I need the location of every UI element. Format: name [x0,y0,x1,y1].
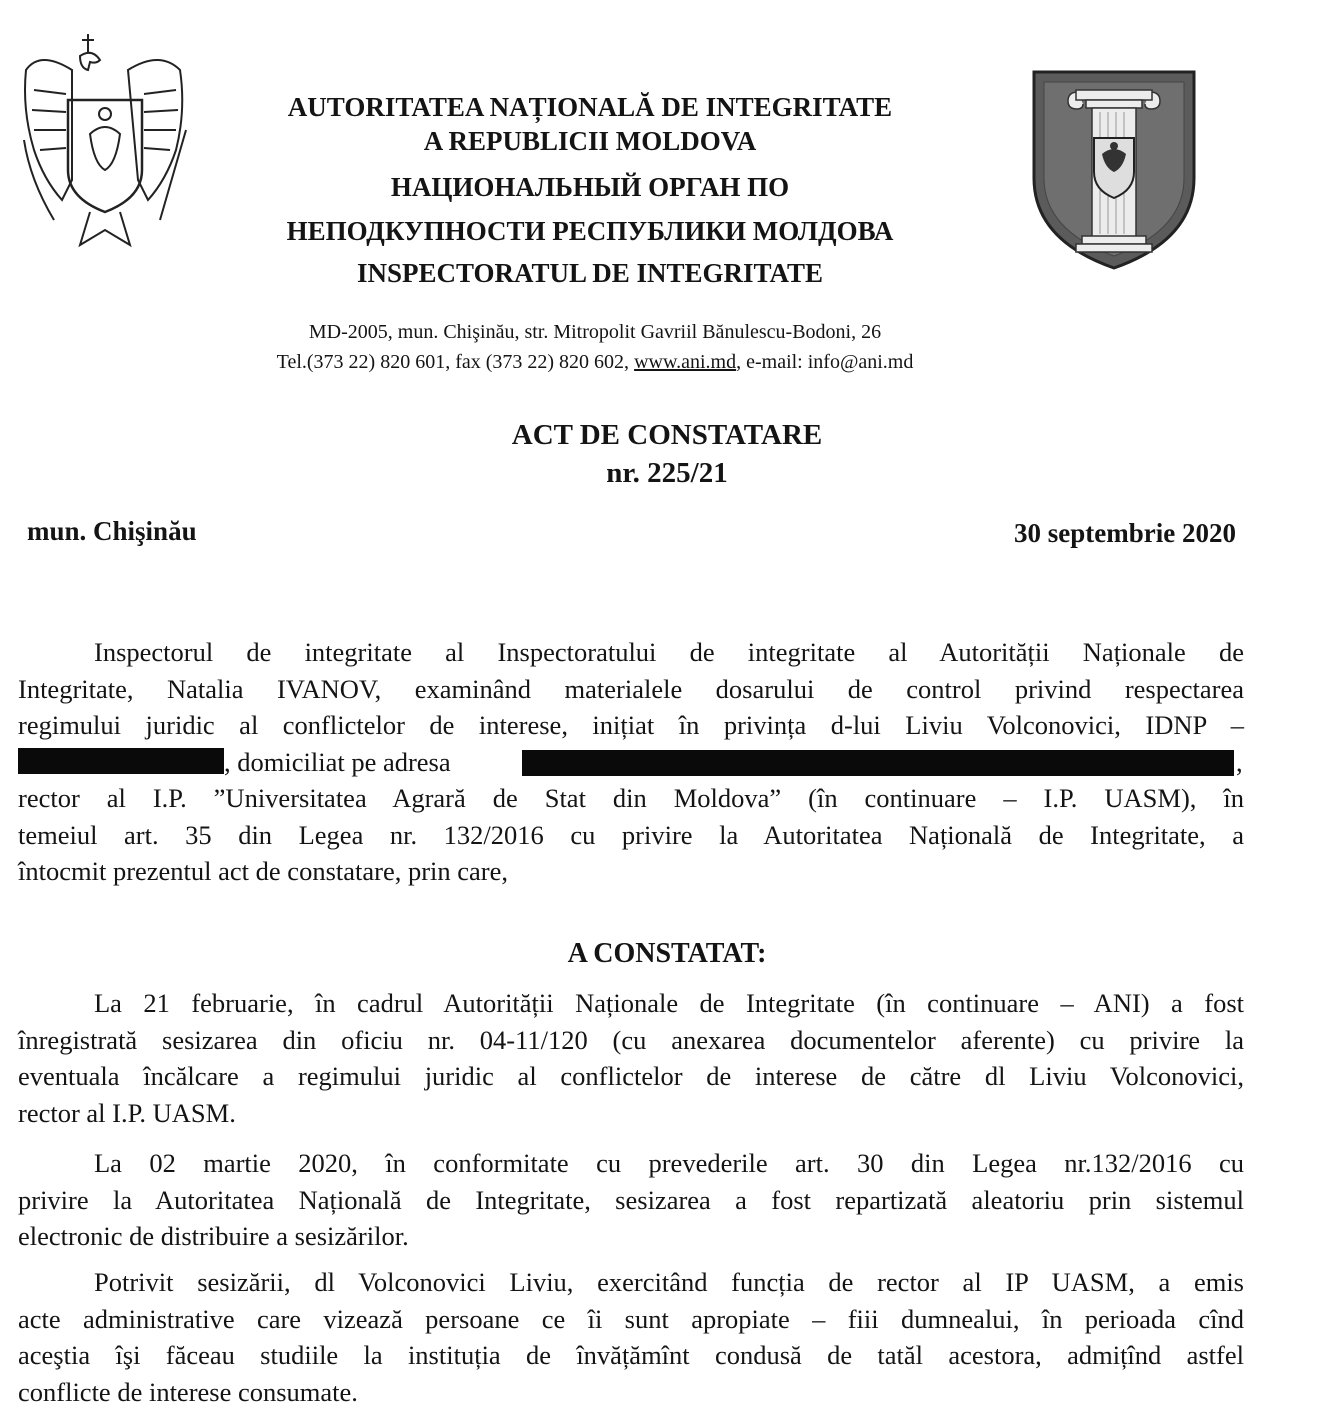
inspectorate-name: INSPECTORATUL DE INTEGRITATE [356,258,824,288]
text-line: Potrivit sesizării, dl Volconovici Liviu, exercitând funcția de rector al IP UASM, a emis [94,1267,1244,1297]
text-line: rector al I.P. UASM. [18,1097,236,1128]
text-line: La 21 februarie, în cadrul Autorității Naționale de Integritate (în continuare – ANI) a fost [94,988,1244,1018]
redacted-address [522,750,1234,776]
contact-line [160,350,1030,374]
act-number: nr. 225/21 [606,457,728,489]
section-heading: A CONSTATAT: [567,938,767,969]
text-line-redacted [18,744,1244,781]
act-title: ACT DE CONSTATARE [511,419,823,451]
text-line: Inspectorul de integritate al Inspectoratului de integritate al Autorității Naționale de [94,637,1244,667]
paragraph-1 [18,985,1244,1131]
address-comma: , [1236,746,1243,777]
text-line: temeiul art. 35 din Legea nr. 132/2016 cu privire la Autoritatea Națională de Integritate, a [18,819,1244,850]
text-line: La 02 martie 2020, în conformitate cu prevederile art. 30 din Legea nr.132/2016 cu [94,1148,1244,1178]
address-label: , domiciliat pe adresa [224,746,451,777]
text-line: Integritate, Natalia IVANOV, examinând materialele dosarului de control privind respectarea [18,673,1244,704]
text-line: aceştia îşi făceau studiile la instituția de învățămînt condusă de tatăl acestora, admițînd astfel [18,1340,1244,1370]
institution-name-ro: AUTORITATEA NAȚIONALĂ DE INTEGRITATE [287,92,893,122]
paragraph-3 [18,1264,1244,1410]
text-line: înregistrată sesizarea din oficiu nr. 04-11/120 (cu anexarea documentelor aferente) cu privire la [18,1024,1244,1055]
redacted-idnp [18,748,224,774]
institution-name-ru-2: НЕПОДКУПНОСТИ РЕСПУБЛИКИ МОЛДОВА [286,216,894,246]
act-date: 30 septembrie 2020 [1014,518,1236,548]
intro-paragraph [18,634,1244,890]
moldova-coat-of-arms-icon [10,30,200,250]
postal-address: MD-2005, mun. Chişinău, str. Mitropolit Gavriil Bănulescu-Bodoni, 26 [308,321,882,343]
email-text: , e-mail: info@ani.md [736,351,914,373]
phone-fax: Tel.(373 22) 820 601, fax (373 22) 820 602, [276,351,635,373]
website-link[interactable]: www.ani.md [634,351,737,373]
text-line: regimului juridic al conflictelor de interese, inițiat în privința d-lui Liviu Volconovici, IDNP – [18,710,1244,740]
text-line: întocmit prezentul act de constatare, prin care, [18,856,509,886]
text-line: rector al I.P. ”Universitatea Agrară de Stat din Moldova” (în continuare – I.P. UASM), în [18,783,1244,813]
text-line: privire la Autoritatea Națională de Integritate, sesizarea a fost repartizată aleatoriu prin sistemul [18,1184,1244,1215]
institution-name-ru-1: НАЦИОНАЛЬНЫЙ ОРГАН ПО [390,172,790,202]
text-line: acte administrative care vizează persoane ce îi sunt apropiate – fiii dumnealui, în perioada cînd [18,1303,1244,1334]
text-line: electronic de distribuire a sesizărilor. [18,1221,409,1251]
institution-country-ro: A REPUBLICII MOLDOVA [423,126,757,156]
text-line: conflicte de interese consumate. [18,1376,358,1407]
act-place: mun. Chişinău [27,516,197,546]
paragraph-2 [18,1145,1244,1255]
text-line: eventuala încălcare a regimului juridic al conflictelor de interese de către dl Liviu Volconovici, [18,1061,1244,1091]
ani-emblem-icon [1030,68,1198,273]
